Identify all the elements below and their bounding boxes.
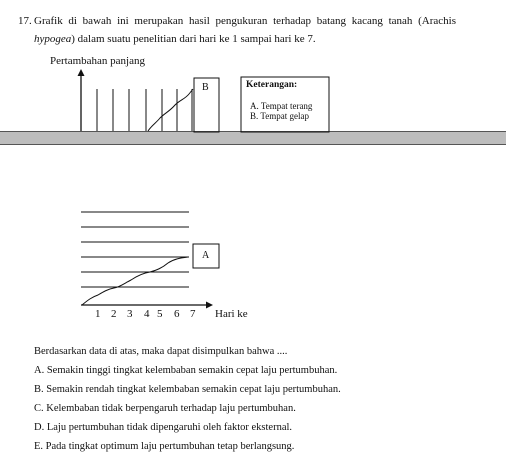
curve-a	[82, 257, 188, 305]
option-b[interactable]: B. Semakin rendah tingkat kelembaban semakin cepat laju pertumbuhan.	[34, 384, 341, 395]
option-c[interactable]: C. Kelembaban tidak berpengaruh terhadap laju pertumbuhan.	[34, 403, 296, 414]
x-tick-4: 4	[144, 308, 150, 320]
option-a[interactable]: A. Semakin tinggi tingkat kelembaban semakin cepat laju pertumbuhan.	[34, 365, 338, 376]
label-b: B	[202, 82, 209, 93]
question-text-line1: Grafik di bawah ini merupakan hasil pengukuran terhadap batang kacang tanah (Arachis	[34, 15, 456, 27]
question-text-line2-rest: ) dalam suatu penelitian dari hari ke 1 sampai hari ke 7.	[71, 33, 316, 45]
legend-title: Keterangan:	[246, 80, 298, 90]
label-a: A	[202, 250, 210, 261]
question-prompt: Berdasarkan data di atas, maka dapat disimpulkan bahwa ....	[34, 346, 288, 357]
bottom-horizontal-gridlines	[81, 212, 189, 287]
top-y-axis	[78, 69, 85, 131]
curve-b	[148, 89, 193, 131]
option-d[interactable]: D. Laju pertumbuhan tidak dipengaruhi oleh faktor eksternal.	[34, 422, 293, 433]
y-axis-label: Pertambahan panjang	[50, 55, 145, 67]
x-axis-label: Hari ke	[215, 308, 248, 320]
legend-item-b: B. Tempat gelap	[250, 111, 309, 121]
x-tick-1: 1	[95, 308, 101, 320]
top-vertical-gridlines	[97, 89, 192, 131]
legend-item-a: A. Tempat terang	[250, 101, 313, 111]
x-tick-2: 2	[111, 308, 117, 320]
option-e[interactable]: E. Pada tingkat optimum laju pertumbuhan tetap berlangsung.	[34, 441, 295, 452]
x-tick-7: 7	[190, 308, 196, 320]
species-name: hypogea	[34, 33, 72, 45]
x-tick-6: 6	[174, 308, 180, 320]
x-tick-5: 5	[157, 308, 163, 320]
x-tick-3: 3	[127, 308, 133, 320]
question-number: 17.	[18, 15, 32, 27]
